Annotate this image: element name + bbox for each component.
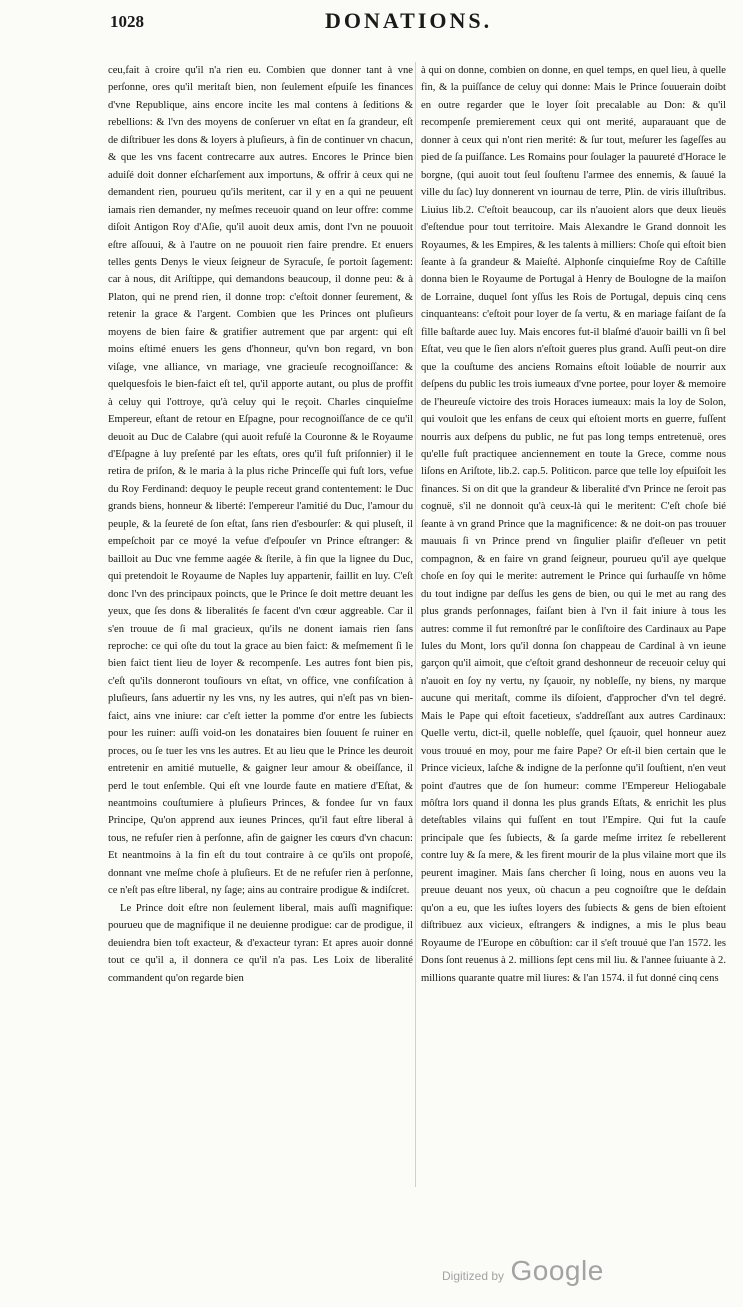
left-column bbox=[108, 62, 413, 987]
watermark-prefix: Digitized by bbox=[442, 1269, 505, 1283]
left-paragraph-2: Le Prince doit eſtre non ſeulement liberal, mais auſſi magnifique: pourueu que de magnifique il ne deuienne prodigue: car de prodigue, il deuiendra bien toſt exacteur, & d'exacteur tyran: Et apres auoir donné tout ce qu'il a, il donnera ce qu'il n'a pas. Les Loix de liberalité commandent qu'on regarde bien bbox=[108, 902, 413, 984]
column-divider bbox=[415, 62, 416, 1187]
page-header bbox=[110, 6, 720, 34]
right-paragraph-1: à qui on donne, combien on donne, en quel temps, en quel lieu, à quelle fin, & la puiſſance de celuy qui donne: Mais le Prince ſouuerain doibt en outre regarder que le loyer ſoit precalable au Don: & qu'il recompenſe premierement ceux qui ont merité, auparauant que de donner à ceux qui n'ont rien merité: & ſur tout, meſurer les ſageſſes au pied de ſa puiſſance. Les Romains pour ſoulager la pauureté d'Horace le borgne, (qui auoit tout ſeul ſouſtenu l'armee des ennemis, & ſauué la ville du ſac) luy donnerent vn iournau de terre, Plin. de viris illuſtribus. Liuius lib.2. C'eſtoit beaucoup, car ils n'auoient alors que deux lieuës d'eſtendue pour tout territoire. Mais Alexandre le Grand donnoit les Royaumes, & les Empires, & les talents à milliers: Choſe qui eſtoit bien ſeante à ſa grandeur & Maieſté. Alphonſe cinquieſme Roy de Caſtille donna bien le Royaume de Portugal à Henry de Boulogne de la maiſon de Lorraine, duquel ſont yſſus les Rois de Portugal, depuis cinq cens cinquanteans: c'eſtoit pour loyer de ſa vertu, & en mariage faiſant de ſa fille baſtarde auec luy. Mais encores fut-il blaſmé d'auoir bailli vn ſi bel Eſtat, veu que le ſien alors n'eſtoit gueres plus grand. Auſſi peut-on dire que la couſtume des anciens Romains eſtoit loüable de nourrir aux deſpens du public les trois iumeaux d'vne portee, pour loyer & memoire de l'heureuſe victoire des trois Horaces iumeaux: mais la loy de Solon, qui vouloit que les enfans de ceux qui eſtoient morts en guerre, fuſſent nourris aux deſpens du public, ne fut pas long temps entretenuë, ores qu'elle fuſt practiquee anciennement en toute la Grece, comme nous liſons en Ariſtote, lib.2. cap.5. Politicon. parce que telle loy eſpuiſoit les finances. Si on dit que la grandeur & liberalité d'vn Prince ne ſeroit pas cognuë, s'il ne donnoit qu'à ceux-là qui le meritent: C'eſt choſe bié ſeante à vn grand Prince que la magnificence: & ne doit-on pas trouuer mauuais ſi vn Prince prend vn ſingulier plaiſir d'eſleuer vn petit compagnon, & en faire vn grand ſeigneur, pourueu qu'il aye quelque choſe en ſoy qui le merite: autrement le Prince qui ſurhauſſe vn hôme du tout indigne par deſſus les gens de bien, ou qui le met au rang des plus grands perſonnages, faiſant bien à l'vn il fait iniure à tous les autres: comme il fut remonſtré par le conſiſtoire des Cardinaux au Pape Iules du Mont, lors qu'il donna ſon chappeau de Cardinal à vn ieune garçon qu'il aimoit, que c'eſtoit grand deshonneur de receuoir celuy qui n'auoit en ſoy ny vertu, ny ſçauoir, ny nobleſſe, ny biens, ny marque aucune qui meritaſt, comme ils diſoient, d'approcher d'vn tel degré. Mais le Pape qui eſtoit facetieux, s'addreſſant aux autres Cardinaux: Quelle vertu, dict-il, quelle nobleſſe, quel ſçauoir, quel honneur auez vous trouué en moy, pour me faire Pape? Or eſt-il bien certain que le Prince vicieux, laſche & indigne de la perſonne qu'il ſouſtient, n'en veut point d'autres que de ſon humeur: comme l'Empereur Heliogabale môſtra lors quand il donna les plus grands Eſtats, & enrichit les plus deteſtables vilains qui fuſſent en tout l'Empire. Qui fut la cauſe principale que ſes ſubiects, & ſa garde meſme irritez ſe rebellerent contre luy & ſa mere, & les firent mourir de la plus vilaine mort que ils peurent imaginer. Mais ſans chercher ſi loing, nous en auons veu la preuue deuant nos yeux, où chacun a peu cognoiſtre que le deſdain qu'on a eu, que les iuſtes loyers des ſubiects & gens de bien eſtoient diſtribuez aux vicieux, eſtrangers & indignes, a mis le plus beau Royaume de l'Europe en côbuſtion: car il s'eſt trouué que l'an 1572. les Dons ſont reuenus à 2. millions ſept cens mil liu. & l'annee ſuiuante à 2. millions quarante quatre mil liures: & l'an 1574. il fut donné cinq cens bbox=[421, 65, 726, 984]
digitized-watermark bbox=[442, 1255, 604, 1287]
watermark-brand: Google bbox=[510, 1255, 604, 1286]
left-paragraph-1: ceu,fait à croire qu'il n'a rien eu. Combien que donner tant à vne perſonne, ores qu'il meritaſt bien, non ſeulement eſpuiſe les finances d'vne Republique, ains encore incite les mal contens à ſeditions & rebellions: & l'vn des moyens de conſeruer vn eſtat en ſa grandeur, eſt de diſtribuer les dons & loyers à pluſieurs, à fin de continuer vn chacun, & que les vns facent contrecarre aux autres. Encores le Prince bien aduiſé doit donner eſcharſement aux importuns, & offrir à ceux qui ne demandent rien, pourueu qu'ils meritent, car il y en a qui ne peuuent iamais rien demander, ny meſmes receuoir quand on leur offre: comme diſoit Antigon Roy d'Aſie, qu'il auoit deux amis, dont l'vn ne pouuoit eſtre aſſouui, & à l'autre on ne pouuoit rien faire prendre. Et enuers telles gents Denys le vieux ſeigneur de Syracuſe, ſe portoit ſagement: car à nous, dit Ariſtippe, qui demandons beaucoup, il donne peu: & à Platon, qui ne prend rien, il donne trop: c'eſtoit donner ſeurement, & retenir la grace & l'argent. Combien que les Princes ont pluſieurs moyens de bien faire & gratifier autrement que par argent: qui eſt moins eſtimé enuers les gens d'honneur, qu'vn bon regard, vn bon viſage, vne alliance, vn mariage, vne gracieuſe recognoiſſance: & quelquesfois le bien-faict eſt tel, qu'il apporte autant, ou plus de proffit à celuy qui l'ottroye, qu'à celuy qui le reçoit. Charles cinquieſme Empereur, eſtant de retour en Eſpagne, pour recognoiſſance de ce qu'il deuoit au Duc de Calabre (qui auoit refuſé la Couronne & le Royaume d'Eſpagne à luy preſenté par les eſtats, ores qu'il fuſt priſonnier) il le retira de priſon, & le maria à la plus riche Princeſſe qui fuſt lors, vefue du Roy Ferdinand: dequoy le peuple receut grand contentement: le Duc grands biens, honneur & liberté: l'empereur l'amitié du Duc, l'amour du peuple, & la ſeureté de ſon eſtat, ſans rien d'esbourſer: & qui pluseſt, il empeſchoit par ce moyé la vefue d'eſpouſer vn Prince eſtranger: & bailloit au Duc vne femme aagée & ſterile, à fin que la lignee du Duc, qui pretendoit le Royaume de Naples luy appartenir, faillit en luy. C'eſt donc l'vn des principaux poincts, que le Prince ſe doit mettre deuant les yeux, que ſes dons & liberalités ſe facent d'vn cœur aggreable. Car il s'en trouue de ſi mal gracieux, qu'ils ne donent iamais rien ſans reproche: ce qui oſte du tout la grace au bien faict: & meſmement ſi le bien faict tient lieu de loyer & recompenſe. Les autres font bien pis, c'eſt qu'ils donneront touſiours vn eſtat, vn office, vne confiſcation à pluſieurs, ſans aduertir ny les vns, ny les autres, qui n'eſt pas vn bien-faict, ains vne iniure: car c'eſt ietter la pomme d'or entre les ſubiects pour les ruiner: auſſi void-on les donataires bien ſouuent ſe ruiner en proces, ou ſe tuer les vns les autres. Et au lieu que le Prince les deuroit entretenir en amitié mutuelle, & gaigner leur amour & obeiſſance, il perd le tout enſemble. Qui eſt vne lourde faute en matiere d'Eſtat, & neantmoins couſtumiere à pluſieurs Princes, & fondee ſur vn faux Principe, Qu'on apprend aux ieunes Princes, qu'il faut eſtre liberal à tous, ne refuſer rien à perſonne, afin de gaigner les cœurs d'vn chacun: Et neantmoins à la fin eſt du tout contraire à ce qu'ils ont propoſé, donnant vne meſme choſe à pluſieurs. Et de ne refuſer rien à perſonne, ce n'eſt pas eſtre liberal, ny ſage; ains au contraire prodigue & indiſcret. bbox=[108, 65, 413, 897]
page-number: 1028 bbox=[110, 12, 144, 31]
right-column bbox=[421, 62, 726, 987]
running-title: DONATIONS. bbox=[325, 8, 493, 33]
